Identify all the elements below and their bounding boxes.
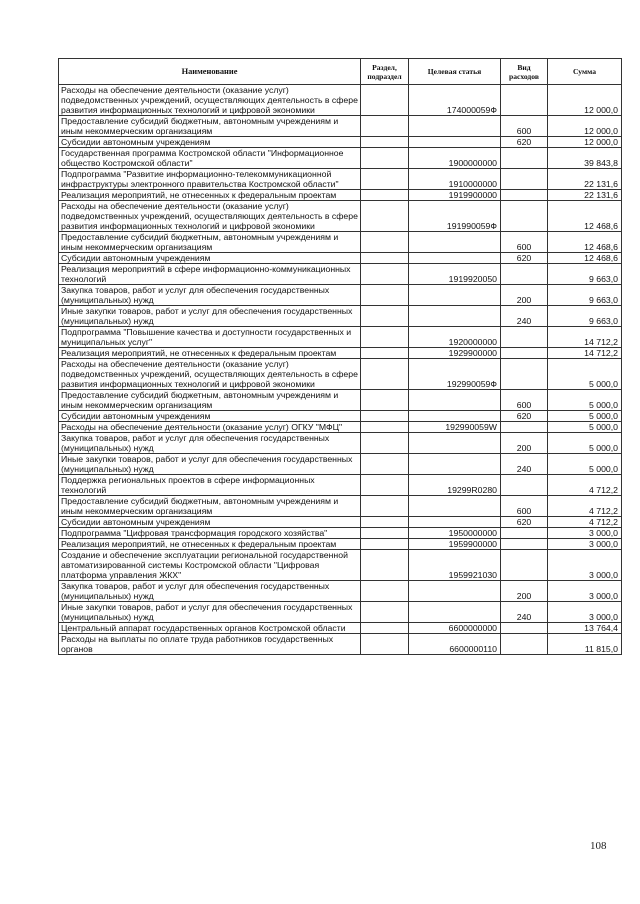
table-row [59,85,622,116]
cell-section [361,348,409,359]
table-row [59,201,622,232]
cell-name: Предоставление субсидий бюджетным, автономным учреждениям и иным некоммерческим организациям [59,116,361,137]
cell-type [501,264,548,285]
cell-name: Субсидии автономным учреждениям [59,253,361,264]
table-row [59,517,622,528]
cell-name: Предоставление субсидий бюджетным, автономным учреждениям и иным некоммерческим организациям [59,390,361,411]
cell-name: Реализация мероприятий, не отнесенных к федеральным проектам [59,539,361,550]
cell-sum: 9 663,0 [548,285,622,306]
cell-sum: 12 468,6 [548,253,622,264]
cell-type [501,359,548,390]
table-row [59,306,622,327]
table-row [59,433,622,454]
cell-name: Иные закупки товаров, работ и услуг для обеспечения государственных (муниципальных) нужд [59,306,361,327]
cell-type [501,528,548,539]
cell-name: Иные закупки товаров, работ и услуг для обеспечения государственных (муниципальных) нужд [59,602,361,623]
cell-sum: 12 000,0 [548,116,622,137]
header-article: Целевая статья [409,59,501,85]
cell-sum: 12 000,0 [548,137,622,148]
cell-section [361,359,409,390]
cell-article [409,433,501,454]
cell-type: 200 [501,285,548,306]
table-row [59,348,622,359]
budget-table [58,58,622,655]
cell-name: Субсидии автономным учреждениям [59,411,361,422]
cell-name: Субсидии автономным учреждениям [59,517,361,528]
cell-article: 1910000000 [409,169,501,190]
cell-name: Субсидии автономным учреждениям [59,137,361,148]
table-row [59,359,622,390]
cell-name: Предоставление субсидий бюджетным, автономным учреждениям и иным некоммерческим организациям [59,496,361,517]
page-number: 108 [590,840,607,852]
table-row [59,539,622,550]
cell-sum: 12 468,6 [548,232,622,253]
table-row [59,550,622,581]
cell-section [361,623,409,634]
cell-article: 1900000000 [409,148,501,169]
table-row [59,623,622,634]
cell-sum: 3 000,0 [548,602,622,623]
cell-type [501,475,548,496]
cell-article [409,137,501,148]
table-row [59,634,622,655]
cell-sum: 5 000,0 [548,390,622,411]
cell-section [361,581,409,602]
cell-type [501,85,548,116]
cell-name: Предоставление субсидий бюджетным, автономным учреждениям и иным некоммерческим организациям [59,232,361,253]
cell-name: Закупка товаров, работ и услуг для обеспечения государственных (муниципальных) нужд [59,285,361,306]
cell-sum: 12 000,0 [548,85,622,116]
cell-section [361,550,409,581]
cell-section [361,634,409,655]
cell-section [361,169,409,190]
cell-sum: 3 000,0 [548,539,622,550]
cell-article: 1929900000 [409,348,501,359]
cell-sum: 5 000,0 [548,359,622,390]
header-section: Раздел, подраздел [361,59,409,85]
cell-article [409,411,501,422]
cell-article [409,253,501,264]
cell-section [361,137,409,148]
cell-article: 1919900000 [409,190,501,201]
table-row [59,116,622,137]
cell-section [361,517,409,528]
cell-type: 240 [501,306,548,327]
cell-article: 1920000000 [409,327,501,348]
cell-section [361,116,409,137]
cell-name: Расходы на обеспечение деятельности (оказание услуг) подведомственных учреждений, осуществляющих деятельность в сфере развития информационных технологий и цифровой экономики [59,201,361,232]
table-row [59,602,622,623]
header-name: Наименование [59,59,361,85]
table-row [59,137,622,148]
cell-type [501,348,548,359]
table-row [59,422,622,433]
cell-type [501,634,548,655]
cell-section [361,496,409,517]
cell-type [501,623,548,634]
cell-name: Подпрограмма "Повышение качества и доступности государственных и муниципальных услуг" [59,327,361,348]
cell-type: 200 [501,433,548,454]
cell-name: Расходы на обеспечение деятельности (оказание услуг) подведомственных учреждений, осуществляющих деятельность в сфере развития информационных технологий и цифровой экономики [59,359,361,390]
table-row [59,285,622,306]
cell-section [361,148,409,169]
cell-section [361,306,409,327]
cell-article [409,306,501,327]
cell-sum: 4 712,2 [548,475,622,496]
cell-section [361,475,409,496]
cell-name: Расходы на обеспечение деятельности (оказание услуг) подведомственных учреждений, осуществляющих деятельность в сфере развития информационных технологий и цифровой экономики [59,85,361,116]
cell-section [361,285,409,306]
cell-section [361,390,409,411]
cell-name: Создание и обеспечение эксплуатации региональной государственной автоматизированной системы Костромской области "Цифровая платформа управления ЖКХ" [59,550,361,581]
cell-sum: 4 712,2 [548,496,622,517]
cell-article [409,390,501,411]
cell-type [501,169,548,190]
cell-article: 1959900000 [409,539,501,550]
cell-section [361,232,409,253]
cell-name: Закупка товаров, работ и услуг для обеспечения государственных (муниципальных) нужд [59,581,361,602]
cell-sum: 5 000,0 [548,433,622,454]
table-row [59,264,622,285]
cell-sum: 14 712,2 [548,348,622,359]
cell-name: Иные закупки товаров, работ и услуг для обеспечения государственных (муниципальных) нужд [59,454,361,475]
cell-article [409,116,501,137]
cell-article: 191990059Ф [409,201,501,232]
table-row [59,390,622,411]
cell-type: 600 [501,390,548,411]
cell-sum: 3 000,0 [548,581,622,602]
cell-type [501,190,548,201]
cell-sum: 39 843,8 [548,148,622,169]
cell-type: 240 [501,454,548,475]
cell-sum: 3 000,0 [548,550,622,581]
cell-sum: 14 712,2 [548,327,622,348]
cell-sum: 12 468,6 [548,201,622,232]
cell-type [501,550,548,581]
cell-article: 174000059Ф [409,85,501,116]
cell-article: 1950000000 [409,528,501,539]
cell-section [361,433,409,454]
cell-sum: 13 764,4 [548,623,622,634]
cell-article: 6600000110 [409,634,501,655]
cell-sum: 22 131,6 [548,169,622,190]
cell-sum: 5 000,0 [548,411,622,422]
cell-type: 620 [501,517,548,528]
cell-type: 600 [501,116,548,137]
cell-section [361,327,409,348]
table-row [59,475,622,496]
cell-type: 600 [501,232,548,253]
cell-section [361,190,409,201]
cell-name: Расходы на обеспечение деятельности (оказание услуг) ОГКУ "МФЦ" [59,422,361,433]
table-row [59,253,622,264]
cell-sum: 5 000,0 [548,422,622,433]
cell-article: 192990059Ф [409,359,501,390]
table-row [59,454,622,475]
cell-section [361,85,409,116]
cell-article: 1919920050 [409,264,501,285]
cell-sum: 9 663,0 [548,306,622,327]
cell-type: 200 [501,581,548,602]
cell-name: Центральный аппарат государственных органов Костромской области [59,623,361,634]
cell-type: 600 [501,496,548,517]
cell-sum: 4 712,2 [548,517,622,528]
cell-section [361,264,409,285]
cell-article: 1959921030 [409,550,501,581]
cell-name: Реализация мероприятий, не отнесенных к федеральным проектам [59,348,361,359]
cell-article [409,602,501,623]
cell-name: Закупка товаров, работ и услуг для обеспечения государственных (муниципальных) нужд [59,433,361,454]
cell-type: 620 [501,137,548,148]
cell-name: Реализация мероприятий в сфере информационно-коммуникационных технологий [59,264,361,285]
cell-article: 6600000000 [409,623,501,634]
cell-article: 19299R0280 [409,475,501,496]
table-row [59,327,622,348]
cell-section [361,201,409,232]
cell-article [409,581,501,602]
cell-section [361,528,409,539]
cell-name: Поддержка региональных проектов в сфере информационных технологий [59,475,361,496]
table-row [59,232,622,253]
cell-type: 620 [501,411,548,422]
cell-type [501,148,548,169]
cell-section [361,253,409,264]
cell-sum: 9 663,0 [548,264,622,285]
cell-article [409,496,501,517]
cell-type [501,201,548,232]
table-row [59,411,622,422]
table-row [59,581,622,602]
cell-type: 620 [501,253,548,264]
cell-name: Расходы на выплаты по оплате труда работников государственных органов [59,634,361,655]
cell-section [361,411,409,422]
table-row [59,148,622,169]
cell-section [361,422,409,433]
cell-article [409,285,501,306]
cell-type [501,539,548,550]
table-row [59,528,622,539]
cell-article [409,517,501,528]
cell-sum: 5 000,0 [548,454,622,475]
cell-section [361,454,409,475]
cell-article: 192990059W [409,422,501,433]
cell-type: 240 [501,602,548,623]
table-row [59,190,622,201]
cell-article [409,454,501,475]
cell-name: Реализация мероприятий, не отнесенных к федеральным проектам [59,190,361,201]
table-header-row [59,59,622,85]
cell-section [361,602,409,623]
cell-name: Подпрограмма "Развитие информационно-телекоммуникационной инфраструктуры электронного правительства Костромской области" [59,169,361,190]
header-sum: Сумма [548,59,622,85]
table-row [59,496,622,517]
cell-sum: 22 131,6 [548,190,622,201]
header-type: Вид расходов [501,59,548,85]
cell-section [361,539,409,550]
cell-sum: 11 815,0 [548,634,622,655]
cell-type [501,422,548,433]
cell-name: Государственная программа Костромской области "Информационное общество Костромской области" [59,148,361,169]
cell-name: Подпрограмма "Цифровая трансформация городского хозяйства" [59,528,361,539]
cell-sum: 3 000,0 [548,528,622,539]
cell-article [409,232,501,253]
cell-type [501,327,548,348]
table-row [59,169,622,190]
